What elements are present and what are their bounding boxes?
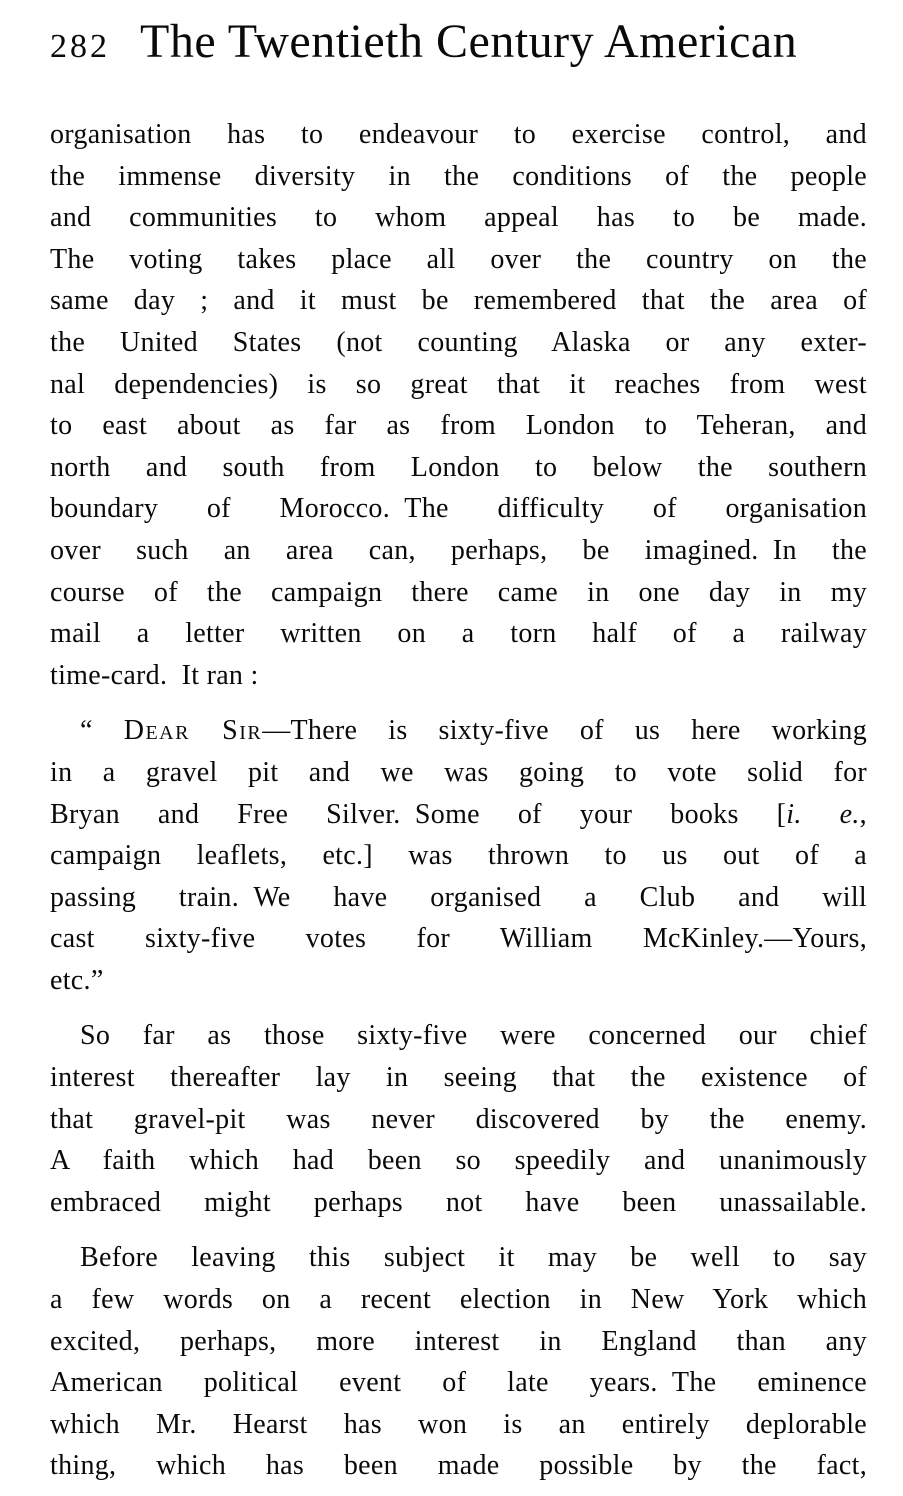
- page-header: [50, 14, 867, 76]
- text-line: in a gravel pit and we was going to vote solid for: [50, 756, 867, 788]
- paragraph: [50, 1015, 867, 1223]
- text-line: The voting takes place all over the country on the: [50, 243, 867, 275]
- text-line: embraced might perhaps not have been unassailable.: [50, 1186, 867, 1218]
- text-line: course of the campaign there came in one day in my: [50, 576, 867, 608]
- text-line: boundary of Morocco. The difficulty of organisation: [50, 493, 867, 525]
- text-line: American political event of late years. The eminence: [50, 1367, 867, 1399]
- text-line: cast sixty-five votes for William McKinley.—Yours,: [50, 923, 867, 955]
- paragraph-letter-quote: [50, 710, 867, 1001]
- text-line: A faith which had been so speedily and unanimously: [50, 1145, 867, 1177]
- italic-segment: i. e.: [786, 798, 860, 830]
- text-line: a few words on a recent election in New York which: [50, 1284, 867, 1316]
- paragraph: [50, 114, 867, 696]
- text-line: to east about as far as from London to Teheran, and: [50, 410, 867, 442]
- salutation-smallcaps: Dear Sir: [123, 715, 263, 747]
- text-segment: ,: [859, 798, 867, 830]
- page-number: 282: [50, 28, 110, 65]
- text-line: north and south from London to below the southern: [50, 451, 867, 483]
- text-body: [50, 114, 867, 1487]
- text-line: over such an area can, perhaps, be imagined. In the: [50, 534, 867, 566]
- text-line: the immense diversity in the conditions of the people: [50, 160, 867, 192]
- text-line: same day ; and it must be remembered that the area of: [50, 285, 867, 317]
- text-line: which Mr. Hearst has won is an entirely deplorable: [50, 1408, 867, 1440]
- page-title: The Twentieth Century American: [140, 15, 798, 68]
- text-line: passing train. We have organised a Club and will: [50, 881, 867, 913]
- text-line: that gravel-pit was never discovered by the enemy.: [50, 1103, 867, 1135]
- text-line: [50, 794, 867, 836]
- text-line: interest thereafter lay in seeing that the existence of: [50, 1062, 867, 1094]
- text-line: nal dependencies) is so great that it reaches from west: [50, 368, 867, 400]
- text-line: excited, perhaps, more interest in England than any: [50, 1325, 867, 1357]
- text-line: mail a letter written on a torn half of a railway: [50, 618, 867, 650]
- text-line: the United States (not counting Alaska or any exter-: [50, 326, 867, 358]
- text-line: thing, which has been made possible by the fact,: [50, 1450, 867, 1482]
- text-line: etc.”: [50, 964, 104, 996]
- text-line: organisation has to endeavour to exercise control, and: [50, 119, 867, 150]
- open-quote: “: [80, 715, 124, 747]
- text-segment: —There is sixty-five of us here working: [262, 715, 867, 747]
- text-line: and communities to whom appeal has to be made.: [50, 202, 867, 234]
- text-line: [50, 710, 867, 752]
- text-line: time-card. It ran :: [50, 659, 259, 691]
- paragraph: [50, 1237, 867, 1487]
- text-segment: Bryan and Free Silver. Some of your books [: [50, 798, 787, 830]
- text-line: campaign leaflets, etc.] was thrown to us out of a: [50, 840, 867, 872]
- text-line: Before leaving this subject it may be well to say: [80, 1242, 867, 1274]
- text-line: So far as those sixty-five were concerned our chief: [80, 1020, 867, 1052]
